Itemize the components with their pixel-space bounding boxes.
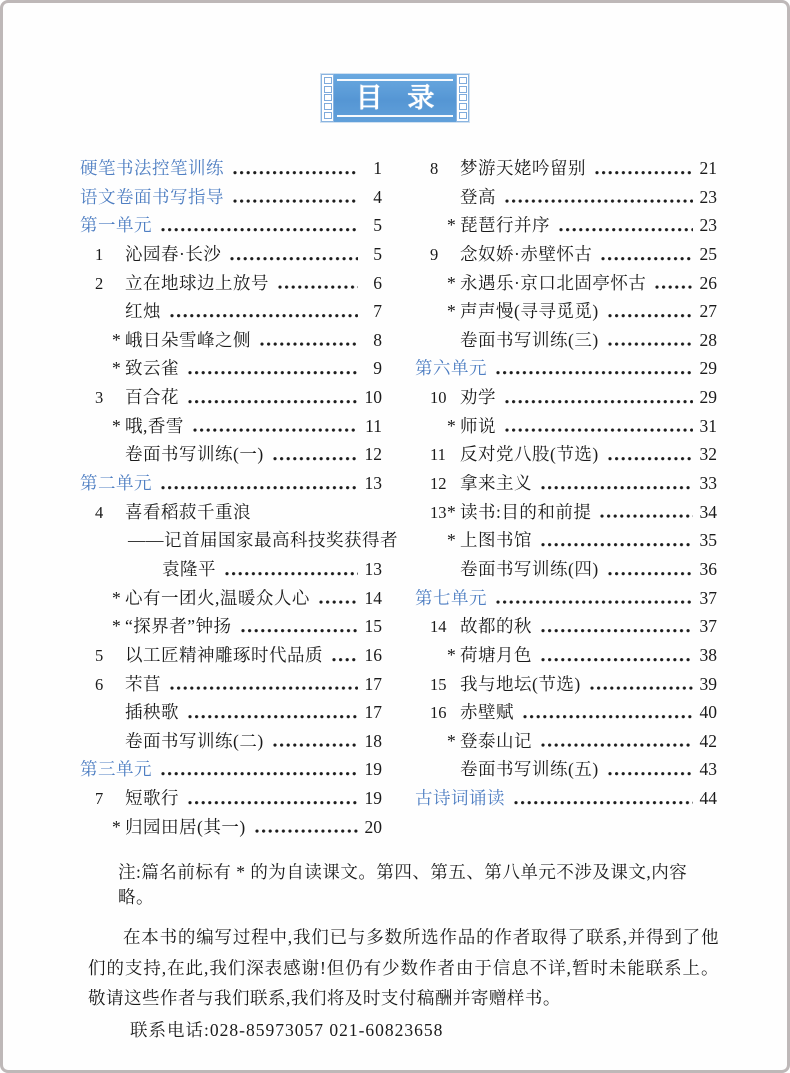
toc-entry-row xyxy=(415,155,717,184)
dot-leader xyxy=(160,470,358,499)
dot-leader xyxy=(504,413,693,442)
dot-leader xyxy=(169,671,358,700)
dot-leader xyxy=(600,241,693,270)
entry-number: 10 xyxy=(430,388,447,408)
entry-title: 读书:目的和前提 xyxy=(460,501,592,522)
self-study-asterisk: * xyxy=(112,816,121,837)
dot-leader xyxy=(607,756,693,785)
toc-entry-row xyxy=(415,327,717,356)
entry-title: 哦,香雪 xyxy=(125,415,184,436)
dot-leader xyxy=(232,184,358,213)
toc-section-row xyxy=(80,155,382,184)
toc-entry-row xyxy=(415,298,717,327)
entry-title: “探界者”钟扬 xyxy=(125,616,232,637)
entry-number: 5 xyxy=(95,645,104,665)
self-study-note: 注:篇名前标有 * 的为自读课文。第四、第五、第八单元不涉及课文,内容略。 xyxy=(118,862,688,908)
entry-title: 念奴娇·赤壁怀古 xyxy=(460,243,593,264)
dot-leader xyxy=(540,728,693,757)
dot-leader xyxy=(607,327,693,356)
entry-title: 我与地坛(节选) xyxy=(460,673,581,694)
toc-section-row xyxy=(80,212,382,241)
section-title: 第一单元 xyxy=(80,215,152,236)
entry-number: 15 xyxy=(430,674,447,694)
dot-leader xyxy=(589,671,693,700)
entry-title: 师说 xyxy=(460,415,496,436)
entry-title: 登泰山记 xyxy=(460,730,532,751)
page-number: 16 xyxy=(364,644,382,665)
banner-pattern-left-icon xyxy=(321,74,334,122)
entry-title: 卷面书写训练(三) xyxy=(460,329,599,350)
dot-leader xyxy=(594,155,693,184)
page-number: 17 xyxy=(364,673,382,694)
page-title: 目 录 xyxy=(355,82,444,113)
toc-entry-row xyxy=(80,585,382,614)
footer-notes xyxy=(88,859,719,1045)
page-number: 14 xyxy=(364,587,382,608)
dot-leader xyxy=(540,642,693,671)
toc-entry-row xyxy=(415,642,717,671)
page-title-banner xyxy=(321,74,469,122)
self-study-asterisk: * xyxy=(112,616,121,637)
page-number: 33 xyxy=(699,473,717,494)
self-study-asterisk: * xyxy=(447,415,456,436)
entry-title: 荷塘月色 xyxy=(460,644,532,665)
entry-number: 1 xyxy=(95,244,104,264)
dot-leader xyxy=(495,355,693,384)
dot-leader xyxy=(495,585,693,614)
page-number: 25 xyxy=(699,243,717,264)
page-number: 15 xyxy=(364,616,382,637)
toc-entry-row xyxy=(415,470,717,499)
entry-title: 反对党八股(节选) xyxy=(460,444,599,465)
dot-leader xyxy=(229,241,358,270)
entry-title: 插秧歌 xyxy=(125,702,179,723)
toc-entry-row xyxy=(415,441,717,470)
page-number: 8 xyxy=(373,329,382,350)
section-title: 硬笔书法控笔训练 xyxy=(80,158,224,178)
dot-leader xyxy=(522,699,693,728)
dot-leader xyxy=(232,155,358,184)
page-number: 28 xyxy=(699,329,717,350)
toc-entry-row xyxy=(415,212,717,241)
toc-section-row xyxy=(80,756,382,785)
entry-number: 3 xyxy=(95,388,104,408)
entry-title: 袁隆平 xyxy=(162,558,216,579)
self-study-asterisk: * xyxy=(112,415,121,436)
entry-title: 芣苢 xyxy=(125,673,161,694)
section-title: 古诗词诵读 xyxy=(415,788,505,809)
toc-section-row xyxy=(80,184,382,213)
page-number: 32 xyxy=(699,444,717,465)
toc-section-row xyxy=(415,355,717,384)
page-number: 23 xyxy=(699,186,717,207)
dot-leader xyxy=(540,613,693,642)
page-number: 43 xyxy=(699,759,717,780)
entry-title: 赤壁赋 xyxy=(460,702,514,723)
self-study-asterisk: * xyxy=(112,358,121,379)
section-title: 第三单元 xyxy=(80,759,152,780)
toc-entry-row xyxy=(415,413,717,442)
dot-leader xyxy=(160,756,358,785)
page-number: 20 xyxy=(364,816,382,837)
entry-title: ——记首届国家最高科技奖获得者 xyxy=(128,530,398,551)
entry-title: 以工匠精神雕琢时代品质 xyxy=(125,644,323,665)
dot-leader xyxy=(540,527,693,556)
toc-columns xyxy=(80,155,717,842)
toc-entry-row xyxy=(415,728,717,757)
entry-title: 归园田居(其一) xyxy=(125,816,246,837)
toc-entry-row xyxy=(80,441,382,470)
entry-title: 梦游天姥吟留别 xyxy=(460,158,586,178)
entry-title: 卷面书写训练(一) xyxy=(125,444,264,465)
entry-title: 劝学 xyxy=(460,387,496,408)
entry-title: 立在地球边上放号 xyxy=(125,272,269,293)
dot-leader xyxy=(654,270,693,299)
entry-title: 红烛 xyxy=(125,301,161,322)
page-number: 6 xyxy=(373,272,382,293)
toc-entry-row xyxy=(415,613,717,642)
page-number: 13 xyxy=(364,558,382,579)
entry-number: 2 xyxy=(95,273,104,293)
toc-entry-row xyxy=(415,556,717,585)
entry-title: 致云雀 xyxy=(125,358,179,379)
self-study-asterisk: * xyxy=(447,501,456,522)
entry-title: 卷面书写训练(四) xyxy=(460,558,599,579)
page-number: 5 xyxy=(373,243,382,264)
toc-entry-row xyxy=(415,241,717,270)
self-study-asterisk: * xyxy=(447,644,456,665)
entry-title: 永遇乐·京口北固亭怀古 xyxy=(460,272,647,293)
page-number: 7 xyxy=(373,301,382,322)
self-study-asterisk: * xyxy=(447,272,456,293)
dot-leader xyxy=(272,441,358,470)
toc-entry-row xyxy=(80,355,382,384)
dot-leader xyxy=(607,441,693,470)
entry-title: 拿来主义 xyxy=(460,473,532,494)
toc-entry-row xyxy=(80,241,382,270)
self-study-asterisk: * xyxy=(447,530,456,551)
entry-title: 心有一团火,温暖众人心 xyxy=(125,587,310,608)
page-number: 19 xyxy=(364,759,382,780)
dot-leader xyxy=(540,470,693,499)
dot-leader xyxy=(331,642,358,671)
entry-title: 喜看稻菽千重浪 xyxy=(125,501,251,522)
dot-leader xyxy=(272,728,358,757)
entry-title: 沁园春·长沙 xyxy=(125,243,222,264)
page-number: 37 xyxy=(699,587,717,608)
entry-title: 卷面书写训练(五) xyxy=(460,759,599,780)
page-number: 36 xyxy=(699,558,717,579)
entry-number: 16 xyxy=(430,703,447,723)
toc-entry-row xyxy=(415,699,717,728)
toc-entry-row xyxy=(415,384,717,413)
dot-leader xyxy=(318,585,358,614)
dot-leader xyxy=(607,298,693,327)
page-number: 19 xyxy=(364,788,382,809)
toc-entry-row xyxy=(80,785,382,814)
self-study-asterisk: * xyxy=(447,301,456,322)
toc-entry-row xyxy=(415,499,717,528)
banner-pattern-right-icon xyxy=(456,74,469,122)
self-study-asterisk: * xyxy=(112,329,121,350)
section-title: 语文卷面书写指导 xyxy=(80,186,224,207)
dot-leader xyxy=(513,785,693,814)
entry-number: 12 xyxy=(430,474,447,494)
toc-entry-row xyxy=(80,270,382,299)
page-number: 35 xyxy=(699,530,717,551)
publisher-note: 在本书的编写过程中,我们已与多数所选作品的作者取得了联系,并得到了他们的支持,在此,我们深表感谢!但仍有少数作者由于信息不详,暂时未能联系上。敬请这些作者与我们联系,我们将及时支付稿酬并寄赠样书。 xyxy=(88,927,719,1009)
page-number: 31 xyxy=(699,415,717,436)
page-number: 18 xyxy=(364,730,382,751)
dot-leader xyxy=(504,384,693,413)
toc-entry-row xyxy=(80,728,382,757)
page-number: 23 xyxy=(699,215,717,236)
page-number: 39 xyxy=(699,673,717,694)
dot-leader xyxy=(192,413,358,442)
page-number: 17 xyxy=(364,702,382,723)
toc-continuation-row xyxy=(80,556,382,585)
entry-title: 登高 xyxy=(460,186,496,207)
dot-leader xyxy=(160,212,358,241)
toc-entry-row xyxy=(415,184,717,213)
toc-column-left xyxy=(80,155,398,842)
toc-entry-row xyxy=(80,384,382,413)
toc-entry-row xyxy=(80,413,382,442)
toc-entry-row xyxy=(80,699,382,728)
dot-leader xyxy=(259,327,358,356)
dot-leader xyxy=(599,499,693,528)
toc-entry-row xyxy=(80,642,382,671)
self-study-asterisk: * xyxy=(447,730,456,751)
entry-title: 上图书馆 xyxy=(460,530,532,551)
page-number: 11 xyxy=(365,415,382,436)
page-number: 37 xyxy=(699,616,717,637)
dot-leader xyxy=(187,699,358,728)
page-number: 26 xyxy=(699,272,717,293)
entry-number: 13 xyxy=(430,502,447,522)
entry-number: 7 xyxy=(95,789,104,809)
toc-entry-row xyxy=(415,671,717,700)
banner-center xyxy=(334,74,456,122)
toc-continuation-row xyxy=(80,527,398,556)
toc-entry-row xyxy=(80,814,382,843)
dot-leader xyxy=(254,814,358,843)
dot-leader xyxy=(224,556,358,585)
dot-leader xyxy=(240,613,358,642)
page-number: 27 xyxy=(699,301,717,322)
dot-leader xyxy=(187,384,358,413)
dot-leader xyxy=(504,184,693,213)
toc-entry-row xyxy=(80,613,382,642)
page-number: 13 xyxy=(364,473,382,494)
entry-title: 峨日朵雪峰之侧 xyxy=(125,329,251,350)
page-number: 42 xyxy=(699,730,717,751)
page-number: 44 xyxy=(699,788,717,809)
entry-title: 琵琶行并序 xyxy=(460,215,550,236)
entry-title: 声声慢(寻寻觅觅) xyxy=(460,301,599,322)
toc-section-row xyxy=(415,585,717,614)
toc-entry-row xyxy=(415,527,717,556)
toc-entry-row xyxy=(80,327,382,356)
page-number: 40 xyxy=(699,702,717,723)
entry-number: 8 xyxy=(430,159,439,178)
toc-section-row xyxy=(80,470,382,499)
page-number: 10 xyxy=(364,387,382,408)
entry-number: 4 xyxy=(95,502,104,522)
toc-entry-row xyxy=(415,270,717,299)
section-title: 第二单元 xyxy=(80,473,152,494)
section-title: 第六单元 xyxy=(415,358,487,379)
dot-leader xyxy=(558,212,693,241)
page-number: 9 xyxy=(373,358,382,379)
dot-leader xyxy=(169,298,358,327)
toc-entry-row xyxy=(415,756,717,785)
page-number: 5 xyxy=(373,215,382,236)
entry-title: 卷面书写训练(二) xyxy=(125,730,264,751)
self-study-asterisk: * xyxy=(447,215,456,236)
entry-title: 故都的秋 xyxy=(460,616,532,637)
toc-entry-row xyxy=(80,298,382,327)
page-number: 34 xyxy=(699,501,717,522)
entry-title: 百合花 xyxy=(125,387,179,408)
self-study-asterisk: * xyxy=(112,587,121,608)
toc-entry-row xyxy=(80,671,382,700)
section-title: 第七单元 xyxy=(415,587,487,608)
page-number: 29 xyxy=(699,387,717,408)
toc-entry-row xyxy=(80,499,382,528)
dot-leader xyxy=(277,270,358,299)
contact-phone: 联系电话:028-85973057 021-60823658 xyxy=(130,1019,444,1040)
entry-number: 9 xyxy=(430,244,439,264)
page-number: 21 xyxy=(699,158,717,178)
page-number: 29 xyxy=(699,358,717,379)
entry-number: 14 xyxy=(430,617,447,637)
page-number: 12 xyxy=(364,444,382,465)
dot-leader xyxy=(187,355,358,384)
entry-number: 6 xyxy=(95,674,104,694)
page-number: 1 xyxy=(373,158,382,178)
dot-leader xyxy=(187,785,358,814)
toc-column-right xyxy=(415,155,717,842)
page-number: 38 xyxy=(699,644,717,665)
dot-leader xyxy=(607,556,693,585)
entry-number: 11 xyxy=(430,445,446,465)
toc-section-row xyxy=(415,785,717,814)
page-number: 4 xyxy=(373,186,382,207)
entry-title: 短歌行 xyxy=(125,788,179,809)
